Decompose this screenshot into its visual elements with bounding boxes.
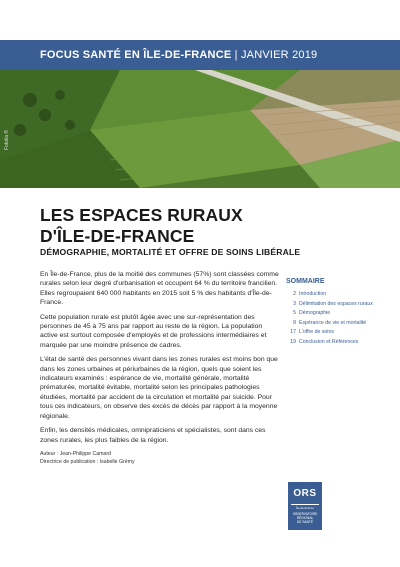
toc-item-delimitation[interactable] (286, 301, 376, 308)
credits (40, 450, 135, 466)
header-separator: | (231, 49, 241, 61)
toc-label: Délimitation des espaces ruraux (299, 300, 373, 307)
summary-text (40, 270, 280, 450)
publication-director: Directrice de publication : Isabelle Grémy (40, 459, 135, 465)
toc-label: Démographie (299, 310, 331, 317)
logo-region: Île-de-France (291, 504, 319, 509)
toc-item-offre-soins[interactable] (286, 329, 376, 336)
paragraph-4: Enfin, les densités médicales, omnipraticiens et spécialistes, sont dans ces zones rurales, les plus faibles de la région. (40, 427, 266, 444)
toc-page-number: 2 (293, 291, 296, 297)
page-subtitle: DÉMOGRAPHIE, MORTALITÉ ET OFFRE DE SOINS LIBÉRALE (40, 247, 301, 257)
logo-top (288, 482, 322, 504)
toc-heading: SOMMAIRE (286, 278, 325, 285)
publication-date: JANVIER 2019 (240, 49, 318, 61)
ors-logo (288, 482, 322, 530)
photo-credit: Fotolia ® (4, 129, 10, 150)
toc-page-number: 8 (293, 319, 296, 326)
toc-page-number: 5 (293, 310, 296, 317)
logo-line-2: RÉGIONAL (296, 516, 314, 521)
toc-page-number: 19 (290, 338, 296, 345)
logo-line-1: OBSERVATOIRE (292, 512, 318, 516)
toc-label: L'offre de soins (299, 329, 334, 336)
paragraph-3: L'état de santé des personnes vivant dans les zones rurales est moins bon que dans les zones urbaines et périurbaines de la région, quels que soient les indicateurs examinés : espérance de vie, mortalité générale, mortalité prématurée, mortalité évitable, mortalité selon les principales pathologies étudiées, mortalité par accident de la circulation et mortalité par suicide. Pour tous ces indicateurs, on observe des excès de décès par rapport à la moyenne régionale. (40, 356, 278, 420)
cover-photo (0, 70, 400, 188)
paragraph-2: Cette population rurale est plutôt âgée avec une sur-représentation des personnes de 45 à 75 ans par rapport au reste de la région. La population active est surtout composée d'employés et de professions intermédiaires et marquée par une moindre présence de cadres. (40, 313, 267, 349)
toc-item-conclusion[interactable] (286, 339, 376, 346)
author: Auteur : Jean-Philippe Camard (40, 451, 111, 457)
toc-label: Introduction (299, 291, 327, 297)
logo-line-3: DE SANTÉ (297, 520, 313, 525)
toc-item-demographie[interactable] (286, 310, 376, 317)
toc-label: Conclusion et Références (299, 338, 359, 345)
toc-label: Espérance de vie et mortalité (299, 319, 367, 326)
toc-item-introduction[interactable] (286, 291, 376, 298)
title-line-2: D'ÎLE-DE-FRANCE (40, 226, 195, 246)
logo-acronym: ORS (293, 487, 317, 499)
toc-page-number: 3 (293, 300, 296, 307)
series-name: FOCUS SANTÉ EN ÎLE-DE-FRANCE (40, 49, 232, 61)
paragraph-1: En Île-de-France, plus de la moitié des communes (57%) sont classées comme rurales selon leur degré d'urbanisation et occupent 64 % du territoire francilien. Elles regroupaient 640 000 habitants en 2015 soit 5 % des habitants d'Île-de-France. (40, 271, 279, 307)
table-of-contents (286, 278, 376, 349)
publication-header (40, 49, 317, 61)
logo-fullname (288, 512, 322, 525)
title-line-1: LES ESPACES RURAUX (40, 205, 243, 225)
toc-item-esperance-vie[interactable] (286, 320, 376, 327)
page-title (40, 205, 243, 247)
toc-page-number: 17 (290, 329, 296, 336)
